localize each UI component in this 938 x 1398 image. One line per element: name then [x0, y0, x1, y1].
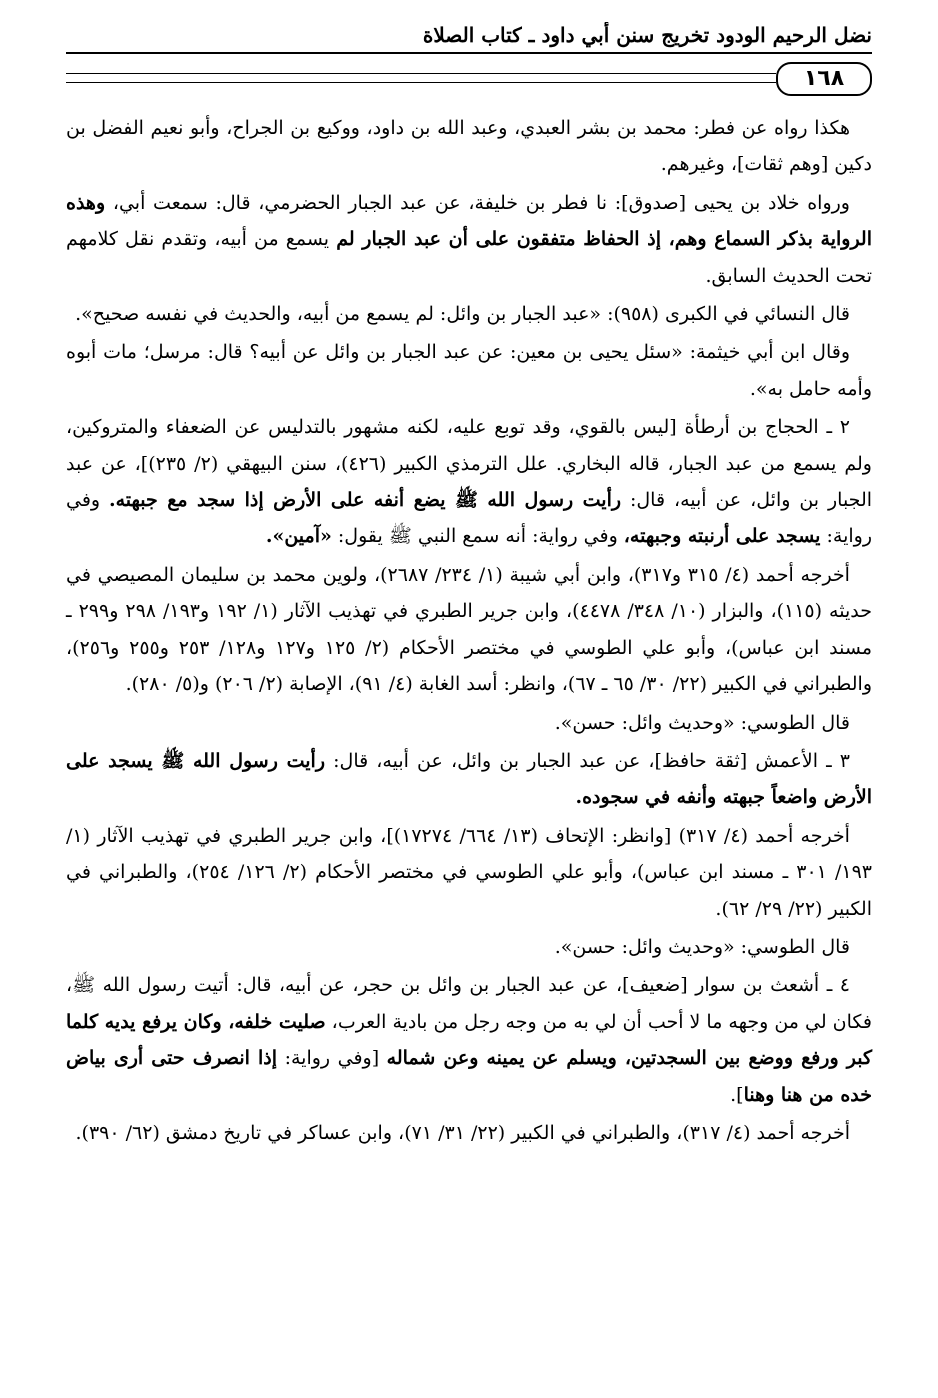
text-run: قال الطوسي: «وحديث وائل: حسن».: [554, 711, 850, 734]
text-run: أخرجه أحمد (٤/ ٣١٧)، والطبراني في الكبير (٢٢/ ٣١/ ٧١)، وابن عساكر في تاريخ دمشق (٦٢/ ٣٩٠).: [75, 1121, 850, 1144]
paragraph: [66, 818, 872, 927]
paragraph: [66, 929, 872, 965]
text-run: ٤ ـ أشعث بن سوار [ضعيف]، عن عبد الجبار بن وائل بن حجر، عن أبيه، قال: أتيت رسول الله ﷺ، فكان لي من وجهه ما لا أحب أن لي به من وجه رجل من بادية العرب،: [66, 974, 872, 1033]
text-run: يسمع من أبيه، وتقدم نقل كلامهم تحت الحديث السابق.: [66, 228, 872, 287]
bold-text: صليت خلفه، وكان يرفع يديه كلما كبر ورفع ووضع بين السجدتين، ويسلم عن يمينه وعن شماله: [66, 1010, 872, 1070]
page-body: [66, 110, 872, 1153]
text-run: وفي رواية:: [66, 489, 872, 548]
paragraph: [66, 110, 872, 183]
paragraph: [66, 1115, 872, 1151]
paragraph: [66, 334, 872, 407]
text-run: وفي رواية: أنه سمع النبي ﷺ يقول:: [331, 525, 624, 548]
text-run: وقال ابن أبي خيثمة: «سئل يحيى بن معين: عن عبد الجبار بن وائل عن أبيه؟ قال: مرسل؛ مات أبوه وأمه حامل به».: [66, 341, 872, 400]
text-run: ورواه خلاد بن يحيى [صدوق]: نا فطر بن خليفة، عن عبد الجبار الحضرمي، قال: سمعت أبي،: [105, 191, 850, 214]
running-header: نضل الرحيم الودود تخريج سنن أبي داود ـ كتاب الصلاة: [422, 23, 872, 47]
bold-text: رأيت رسول الله ﷺ يسجد على الأرض واضعاً جبهته وأنفه في سجوده.: [66, 749, 872, 809]
text-run: هكذا رواه عن فطر: محمد بن بشر العبدي، وعبد الله بن داود، ووكيع بن الجراح، وأبو نعيم الفضل بن دكين [وهم ثقات]، وغيرهم.: [66, 117, 872, 176]
page-number: ١٦٨: [776, 62, 872, 96]
text-run: أخرجه أحمد (٤/ ٣١٥ و٣١٧)، وابن أبي شيبة (١/ ٢٣٤/ ٢٦٨٧)، ولوين محمد بن سليمان المصيصي في حديثه (١١٥)، والبزار (١٠/ ٣٤٨/ ٤٤٧٨)، وابن جرير الطبري في تهذيب الآثار (١/ ١٩٢ و١٩٣/ ٢٩٨ و٢٩٩ ـ مسند ابن عباس)، وأبو علي الطوسي في مختصر الأحكام (٢/ ١٢٥ و١٢٧ و١٢٨/ ٢٥٣ و٢٥٥ و٢٥٦)، والطبراني في الكبير (٢٢/ ٣٠/ ٦٥ ـ ٦٧)، وانظر: أسد الغابة (٤/ ٩١)، الإصابة (٢/ ٢٠٦) و(٥/ ٢٨٠).: [66, 563, 872, 696]
text-run: ٢ ـ الحجاج بن أرطأة [ليس بالقوي، وقد توبع عليه، لكنه مشهور بالتدليس عن الضعفاء والمتروكين، ولم يسمع من عبد الجبار، قاله البخاري. علل الترمذي الكبير (٤٢٦)، سنن البيهقي (٢/ ٢٣٥)]، عن عبد الجبار بن وائل، عن أبيه، قال:: [66, 416, 873, 512]
paragraph: [66, 967, 872, 1113]
bold-text: إذا انصرف حتى أرى بياض خده من هنا وهنا: [66, 1047, 872, 1106]
paragraph: [66, 296, 872, 332]
text-run: ٣ ـ الأعمش [ثقة حافظ]، عن عبد الجبار بن وائل، عن أبيه، قال:: [325, 749, 850, 772]
bold-text: «آمين».: [265, 525, 332, 548]
paragraph: [66, 705, 872, 741]
paragraph: [66, 557, 872, 703]
text-run: ].: [730, 1083, 744, 1106]
page-number-row: [66, 60, 872, 96]
bold-text: وهذه الرواية بذكر السماع وهم، إذ الحفاظ متفقون على أن عبد الجبار لم: [66, 191, 872, 251]
paragraph: [66, 185, 872, 294]
bold-text: رأيت رسول الله ﷺ يضع أنفه على الأرض إذا سجد مع جبهته.: [109, 489, 622, 512]
double-rule: [66, 73, 776, 83]
bold-text: يسجد على أرنبته وجبهته،: [623, 525, 821, 548]
text-run: قال الطوسي: «وحديث وائل: حسن».: [554, 935, 850, 958]
paragraph: [66, 743, 872, 816]
text-run: أخرجه أحمد (٤/ ٣١٧) [وانظر: الإتحاف (١٣/ ٦٦٤/ ١٧٢٧٤)]، وابن جرير الطبري في تهذيب الآثار (١/ ١٩٣/ ٣٠١ ـ مسند ابن عباس)، وأبو علي الطوسي في مختصر الأحكام (٢/ ١٢٦/ ٢٥٤)، والطبراني في الكبير (٢٢/ ٢٩/ ٦٢).: [66, 824, 872, 920]
header-rule: [66, 52, 872, 54]
text-run: قال النسائي في الكبرى (٩٥٨): «عبد الجبار بن وائل: لم يسمع من أبيه، والحديث في نفسه صحيح».: [75, 303, 850, 326]
paragraph: [66, 409, 872, 555]
text-run: [وفي رواية:: [277, 1047, 387, 1070]
